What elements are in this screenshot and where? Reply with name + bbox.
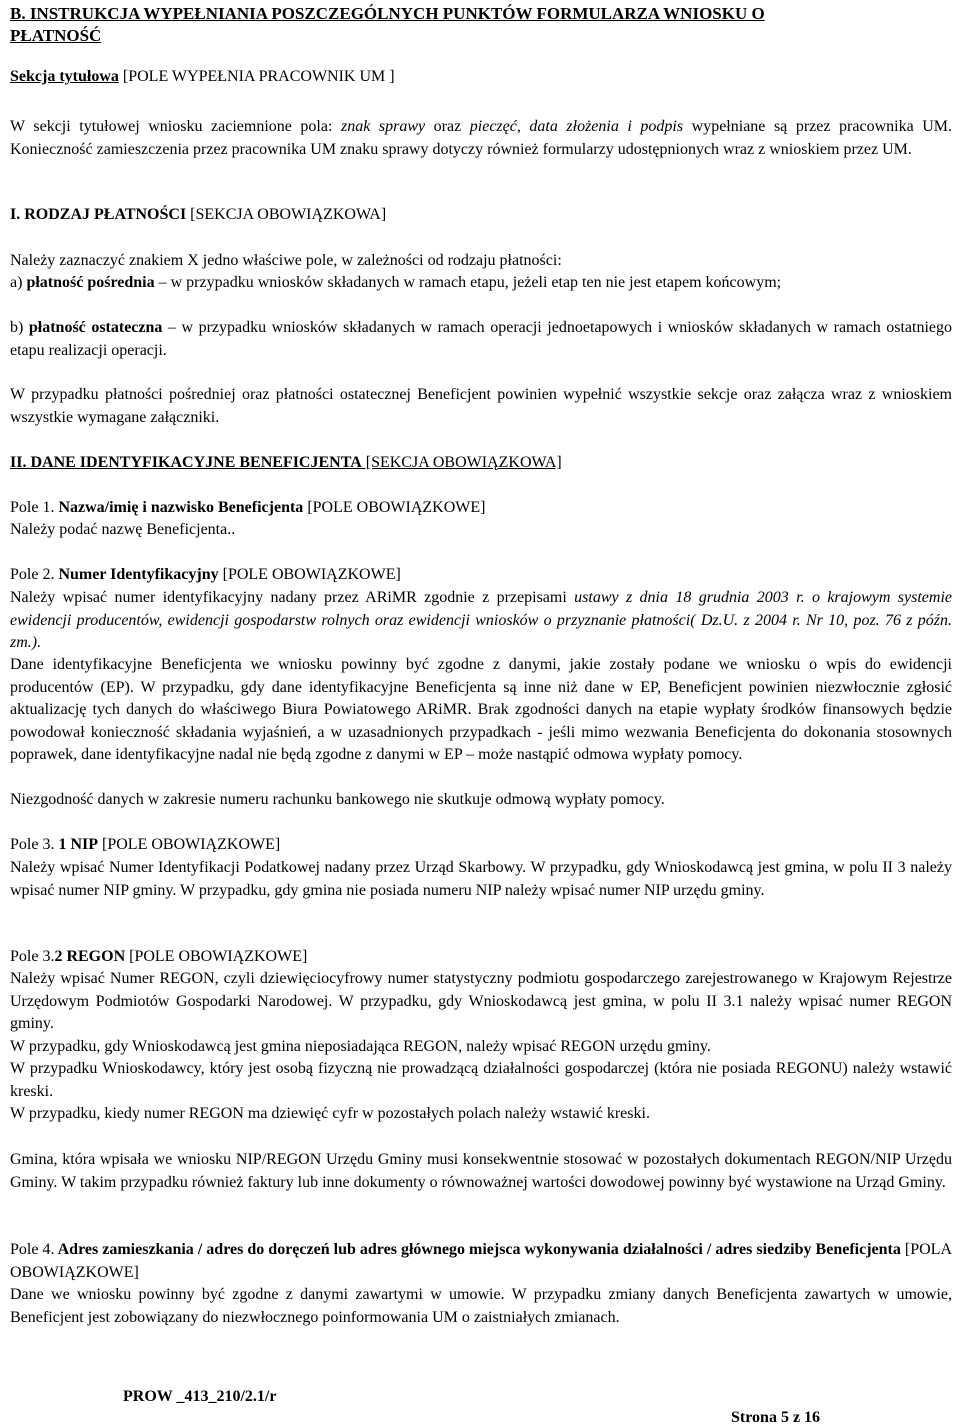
sekcja-tytulowa-heading: Sekcja tytułowa [POLE WYPEŁNIA PRACOWNIK UM ] <box>10 68 395 85</box>
pole2-data-text: Dane identyfikacyjne Beneficjenta we wniosku powinny być zgodne z danymi, jakie zostały podane we wniosku o wpis do ewidencji producentów (EP). W przypadku, gdy dane identyfikacyjne Beneficjenta są inne niż dane w EP, Beneficjent powinien niezwłocznie zgłosić aktualizację tych danych do właściwego Biura Powiatowego ARiMR. Brak zgodności danych na etapie wypłaty środków finansowych będzie powodował konieczność składania wyjaśnień, a w uzasadnionych przypadkach - jeśli mimo wezwania Beneficjenta do dokonania stosownych poprawek, dane identyfikacyjne nadal nie będą zgodne z danymi w EP – może nastąpić odmowa wypłaty pomocy. <box>10 656 952 763</box>
pole32-gmina-note: Gmina, która wpisała we wniosku NIP/REGON Urzędu Gminy musi konsekwentnie stosować w pozostałych dokumentach REGON/NIP Urzędu Gminy. W takim przypadku również faktury lub inne dokumenty o równoważnej wartości dowodowej powinny być wystawione na Urząd Gminy. <box>10 1151 952 1191</box>
pole32-gmina-text: W przypadku, gdy Wnioskodawcą jest gmina nieposiadająca REGON, należy wpisać REGON urzędu gminy. <box>10 1038 711 1055</box>
pole32-heading: Pole 3.2 REGON [POLE OBOWIĄZKOWE] <box>10 948 308 965</box>
pole1-heading: Pole 1. Nazwa/imię i nazwisko Beneficjenta [POLE OBOWIĄZKOWE] <box>10 499 486 516</box>
pole4-heading: Pole 4. Adres zamieszkania / adres do doręczeń lub adres głównego miejsca wykonywania działalności / adres siedziby Beneficjenta [POLA OBOWIĄZKOWE] <box>10 1241 953 1281</box>
section1-option-b: b) płatność ostateczna – w przypadku wniosków składanych w ramach operacji jednoetapowych i wniosków składanych w ramach ostatniego etapu realizacji operacji. <box>10 319 953 359</box>
pole32-kreski-text: W przypadku, kiedy numer REGON ma dziewięć cyfr w pozostałych polach należy wstawić kreski. <box>10 1105 650 1122</box>
section1-note: W przypadku płatności pośredniej oraz płatności ostatecznej Beneficjent powinien wypełnić wszystkie sekcje oraz załącza wraz z wnioskiem wszystkie wymagane załączniki. <box>10 386 952 426</box>
pole4-text: Dane we wniosku powinny być zgodne z danymi zawartymi w umowie. W przypadku zmiany danych Beneficjenta zawartych w umowie, Beneficjent jest zobowiązany do niezwłocznego poinformowania UM o zaistniałych zmianach. <box>10 1286 952 1326</box>
pole31-text: Należy wpisać Numer Identyfikacji Podatkowej nadany przez Urząd Skarbowy. W przypadku, gdy Wnioskodawcą jest gmina, w polu II 3 należy wpisać numer NIP gminy. W przypadku, gdy gmina nie posiada numeru NIP należy wpisać numer NIP urzędu gminy. <box>10 859 952 899</box>
section1-heading: I. RODZAJ PŁATNOŚCI [SEKCJA OBOWIĄZKOWA] <box>10 206 387 223</box>
section2-heading: II. DANE IDENTYFIKACYJNE BENEFICJENTA [SEKCJA OBOWIĄZKOWA] <box>10 454 562 471</box>
pole1-text: Należy podać nazwę Beneficjenta.. <box>10 521 236 538</box>
pole2-text: Należy wpisać numer identyfikacyjny nadany przez ARiMR zgodnie z przepisami ustawy z dnia 18 grudnia 2003 r. o krajowym systemie ewidencji producentów, ewidencji gospodarstw rolnych oraz ewidencji wniosków o przyznanie płatności( Dz.U. z 2004 r. Nr 10, poz. 76 z późn. zm.). <box>10 589 952 651</box>
footer-document-code: PROW _413_210/2.1/r <box>123 1388 277 1405</box>
pole2-heading: Pole 2. Numer Identyfikacyjny [POLE OBOWIĄZKOWE] <box>10 566 401 583</box>
pole32-text: Należy wpisać Numer REGON, czyli dziewięciocyfrowy numer statystyczny podmiotu gospodarczego zarejestrowanego w Krajowym Rejestrze Urzędowym Podmiotów Gospodarki Narodowej. W przypadku, gdy Wnioskodawcą jest gmina, w polu II 3.1 należy wpisać numer REGON gminy. <box>10 970 952 1032</box>
pole2-bank-text: Niezgodność danych w zakresie numeru rachunku bankowego nie skutkuje odmową wypłaty pomocy. <box>10 791 665 808</box>
footer-page-number: Strona 5 z 16 <box>731 1409 821 1426</box>
pole32-osoba-text: W przypadku Wnioskodawcy, który jest osobą fizyczną nie prowadzącą działalności gospodarczej (która nie posiada REGONU) należy wstawić kreski. <box>10 1060 952 1100</box>
document-title: B. INSTRUKCJA WYPEŁNIANIA POSZCZEGÓLNYCH PUNKTÓW FORMULARZA WNIOSKU O PŁATNOŚĆ <box>10 4 765 45</box>
sekcja-tytulowa-text: W sekcji tytułowej wniosku zaciemnione pola: znak sprawy oraz pieczęć, data złożenia i podpis wypełniane są przez pracownika UM. Konieczność zamieszczenia przez pracownika UM znaku sprawy dotyczy również formularzy udostępnionych wraz z wnioskiem przez UM. <box>10 118 953 158</box>
section1-intro: Należy zaznaczyć znakiem X jedno właściwe pole, w zależności od rodzaju płatności: <box>10 252 562 269</box>
section1-option-a: a) płatność pośrednia – w przypadku wniosków składanych w ramach etapu, jeżeli etap ten nie jest etapem końcowym; <box>10 274 782 291</box>
pole31-heading: Pole 3. 1 NIP [POLE OBOWIĄZKOWE] <box>10 836 281 853</box>
